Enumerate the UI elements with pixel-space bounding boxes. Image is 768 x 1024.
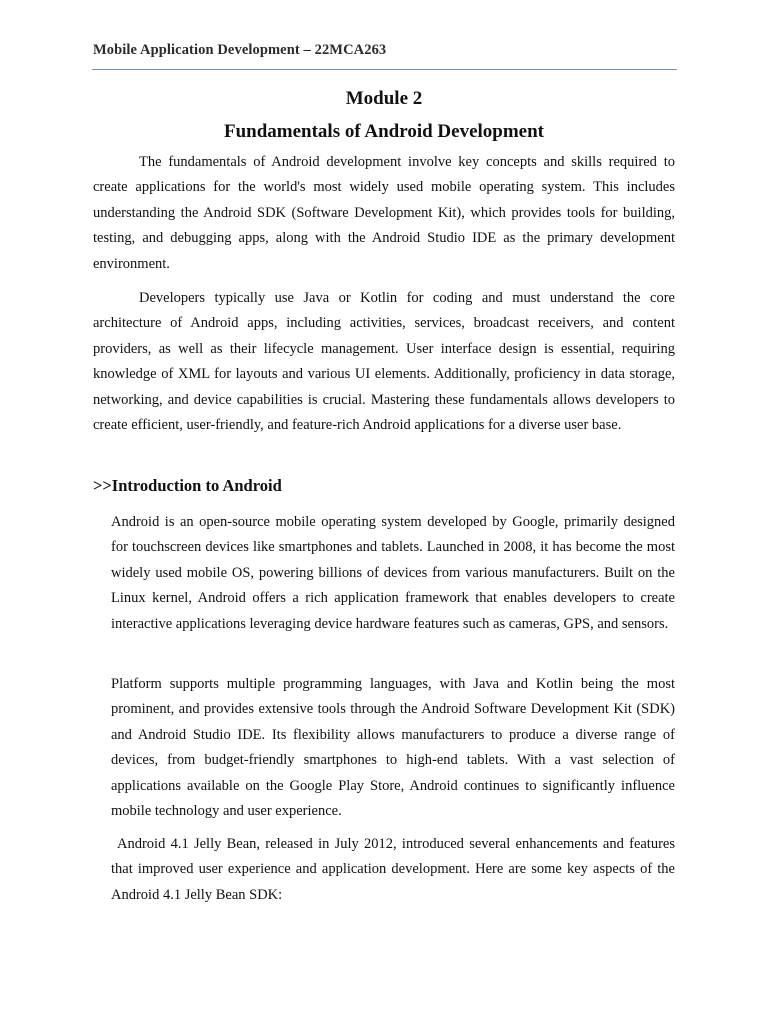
chapter-title: Fundamentals of Android Development [223,121,545,142]
section-paragraph-1: Android is an open-source mobile operating system developed by Google, primarily designed for touchscreen devices like smartphones and tablets. Launched in 2008, it has become the most widely used mobile OS, powering billions of devices from various manufacturers. Built on the Linux kernel, Android offers a rich application framework that enables developers to create interactive applications leveraging device hardware features such as cameras, GPS, and sensors. [111,514,675,632]
header-divider [92,69,677,70]
section-paragraph-2: Platform supports multiple programming languages, with Java and Kotlin being the most prominent, and provides extensive tools through the Android Software Development Kit (SDK) and Android Studio IDE. Its flexibility allows manufacturers to produce a diverse range of devices, from budget-friendly smartphones to high-end tablets. With a vast selection of applications available on the Google Play Store, Android continues to significantly influence mobile technology and user experience. [111,676,675,820]
running-header: Mobile Application Development – 22MCA263 [93,42,387,58]
intro-paragraph-2: Developers typically use Java or Kotlin for coding and must understand the core architecture of Android apps, including activities, services, broadcast receivers, and content providers, as well as their lifecycle management. User interface design is essential, requiring knowledge of XML for layouts and various UI elements. Additionally, proficiency in data storage, networking, and device capabilities is crucial. Mastering these fundamentals allows developers to create efficient, user-friendly, and feature-rich Android applications for a diverse user base. [93,290,675,434]
section-paragraph-3: Android 4.1 Jelly Bean, released in July 2012, introduced several enhancements and features that improved user experience and application development. Here are some key aspects of the Android 4.1 Jelly Bean SDK: [111,836,675,903]
module-title: Module 2 [345,88,423,109]
intro-paragraph-1: The fundamentals of Android development involve key concepts and skills required to create applications for the world's most widely used mobile operating system. This includes understanding the Android SDK (Software Development Kit), which provides tools for building, testing, and debugging apps, along with the Android Studio IDE as the primary development environment. [93,154,675,272]
section-heading-introduction: >>Introduction to Android [93,476,282,495]
